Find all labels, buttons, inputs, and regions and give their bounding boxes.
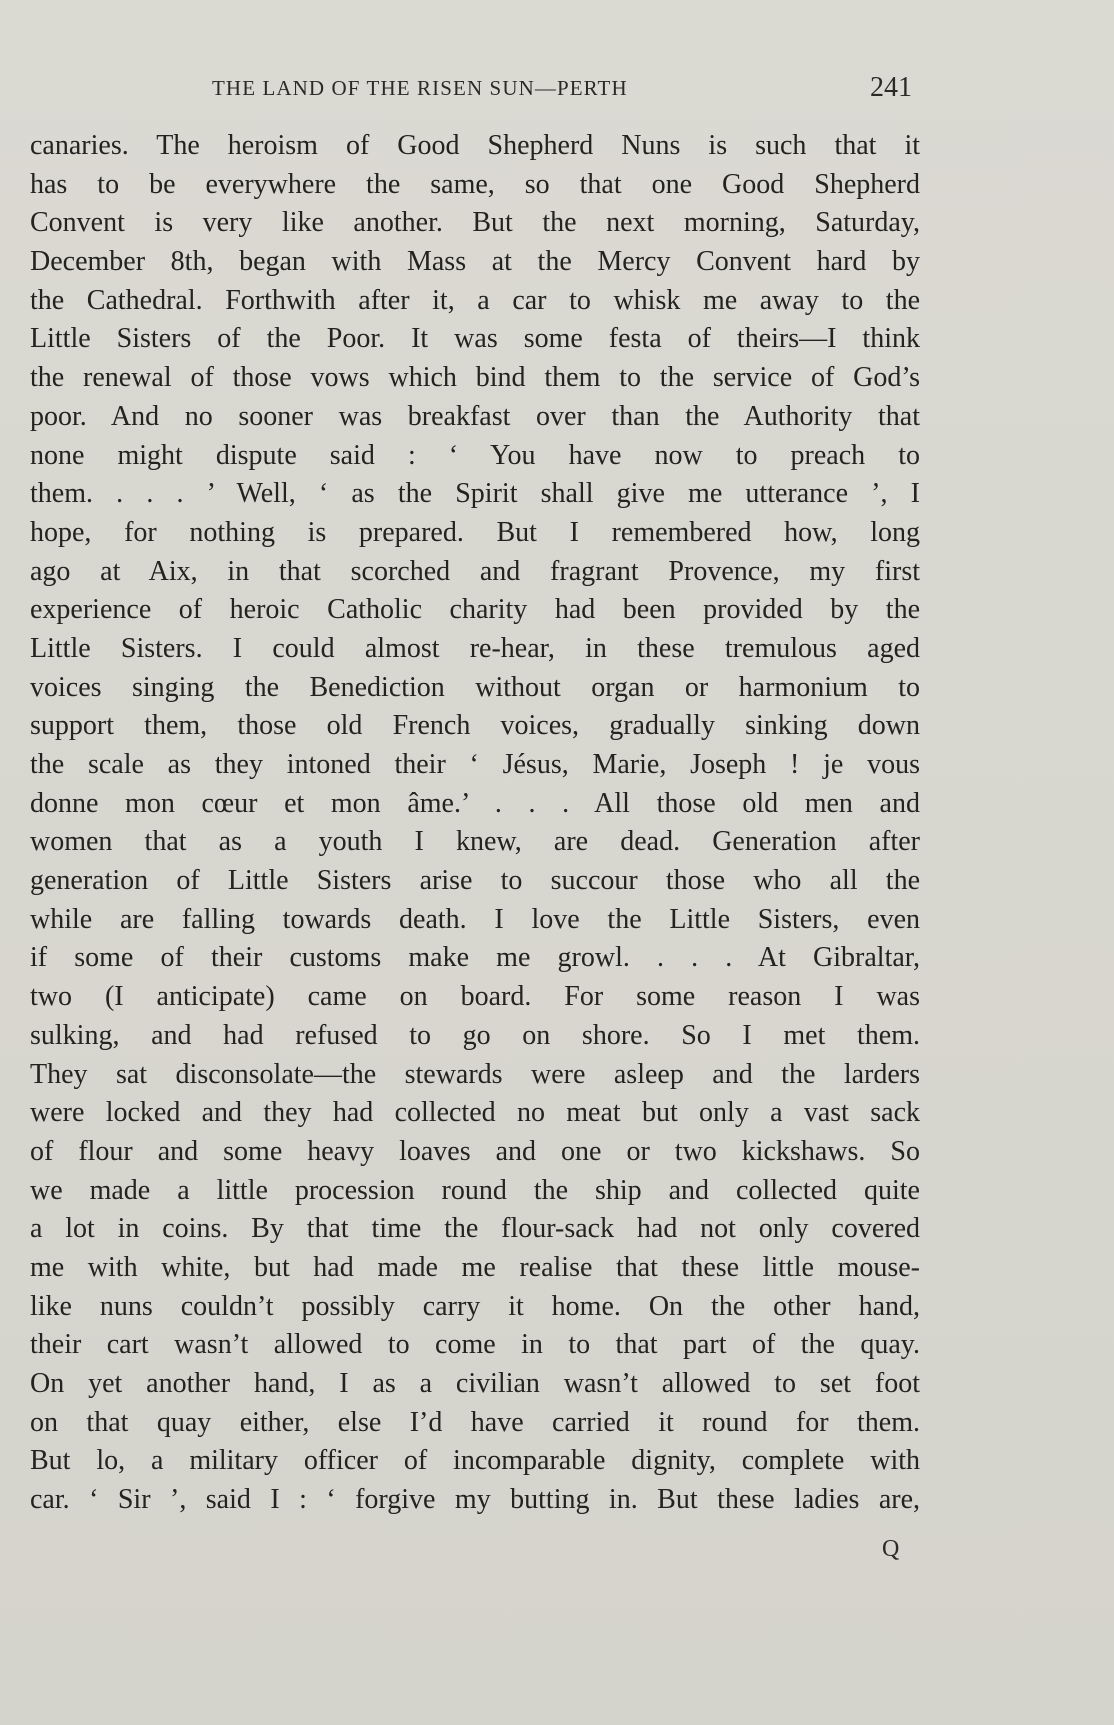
text-line: Convent is very like another. But the next morning, Saturday,: [30, 207, 920, 239]
text-line: we made a little procession round the ship and collected quite: [30, 1174, 920, 1206]
text-line: the Cathedral. Forthwith after it, a car to whisk me away to the: [30, 284, 920, 316]
text-line: Little Sisters of the Poor. It was some festa of theirs—I think: [30, 323, 920, 355]
text-line: while are falling towards death. I love the Little Sisters, even: [30, 903, 920, 935]
text-line: ago at Aix, in that scorched and fragrant Provence, my first: [30, 555, 920, 587]
text-line: a lot in coins. By that time the flour-sack had not only covered: [30, 1213, 920, 1245]
text-line: poor. And no sooner was breakfast over than the Authority that: [30, 400, 920, 432]
text-line: December 8th, began with Mass at the Mercy Convent hard by: [30, 246, 920, 278]
text-line: were locked and they had collected no meat but only a vast sack: [30, 1097, 920, 1129]
text-line: experience of heroic Catholic charity had been provided by the: [30, 594, 920, 626]
page-number: 241: [870, 72, 912, 103]
text-line: two (I anticipate) came on board. For some reason I was: [30, 981, 920, 1013]
text-line: donne mon cœur et mon âme.’ . . . All those old men and: [30, 787, 920, 819]
text-line: on that quay either, else I’d have carried it round for them.: [30, 1406, 920, 1438]
text-line: if some of their customs make me growl. . . . At Gibraltar,: [30, 942, 920, 974]
body-text: [30, 127, 920, 1520]
text-line: like nuns couldn’t possibly carry it home. On the other hand,: [30, 1290, 920, 1322]
text-line: hope, for nothing is prepared. But I remembered how, long: [30, 516, 920, 548]
text-line: Little Sisters. I could almost re-hear, in these tremulous aged: [30, 632, 920, 664]
text-line: support them, those old French voices, gradually sinking down: [30, 710, 920, 742]
text-line: the scale as they intoned their ‘ Jésus, Marie, Joseph ! je vous: [30, 749, 920, 780]
text-line: They sat disconsolate—the stewards were asleep and the larders: [30, 1058, 920, 1090]
text-line: canaries. The heroism of Good Shepherd Nuns is such that it: [30, 130, 920, 161]
text-line: their cart wasn’t allowed to come in to that part of the quay.: [30, 1329, 920, 1361]
running-head: THE LAND OF THE RISEN SUN—PERTH: [212, 76, 628, 100]
text-line: But lo, a military officer of incomparable dignity, complete with: [30, 1445, 920, 1477]
text-line: of flour and some heavy loaves and one or two kickshaws. So: [30, 1135, 920, 1167]
text-line: voices singing the Benediction without organ or harmonium to: [30, 671, 920, 703]
text-line: On yet another hand, I as a civilian wasn’t allowed to set foot: [30, 1368, 920, 1399]
text-line: none might dispute said : ‘ You have now to preach to: [30, 439, 920, 471]
text-line: has to be everywhere the same, so that one Good Shepherd: [30, 168, 920, 200]
text-line: car. ‘ Sir ’, said I : ‘ forgive my butting in. But these ladies are,: [30, 1484, 920, 1516]
signature-mark: Q: [882, 1536, 900, 1562]
text-line: the renewal of those vows which bind them to the service of God’s: [30, 362, 920, 394]
text-line: women that as a youth I knew, are dead. Generation after: [30, 826, 920, 858]
text-line: me with white, but had made me realise that these little mouse-: [30, 1251, 920, 1283]
text-line: them. . . . ’ Well, ‘ as the Spirit shall give me utterance ’, I: [30, 478, 920, 510]
text-line: generation of Little Sisters arise to succour those who all the: [30, 865, 920, 897]
text-line: sulking, and had refused to go on shore. So I met them.: [30, 1019, 920, 1051]
